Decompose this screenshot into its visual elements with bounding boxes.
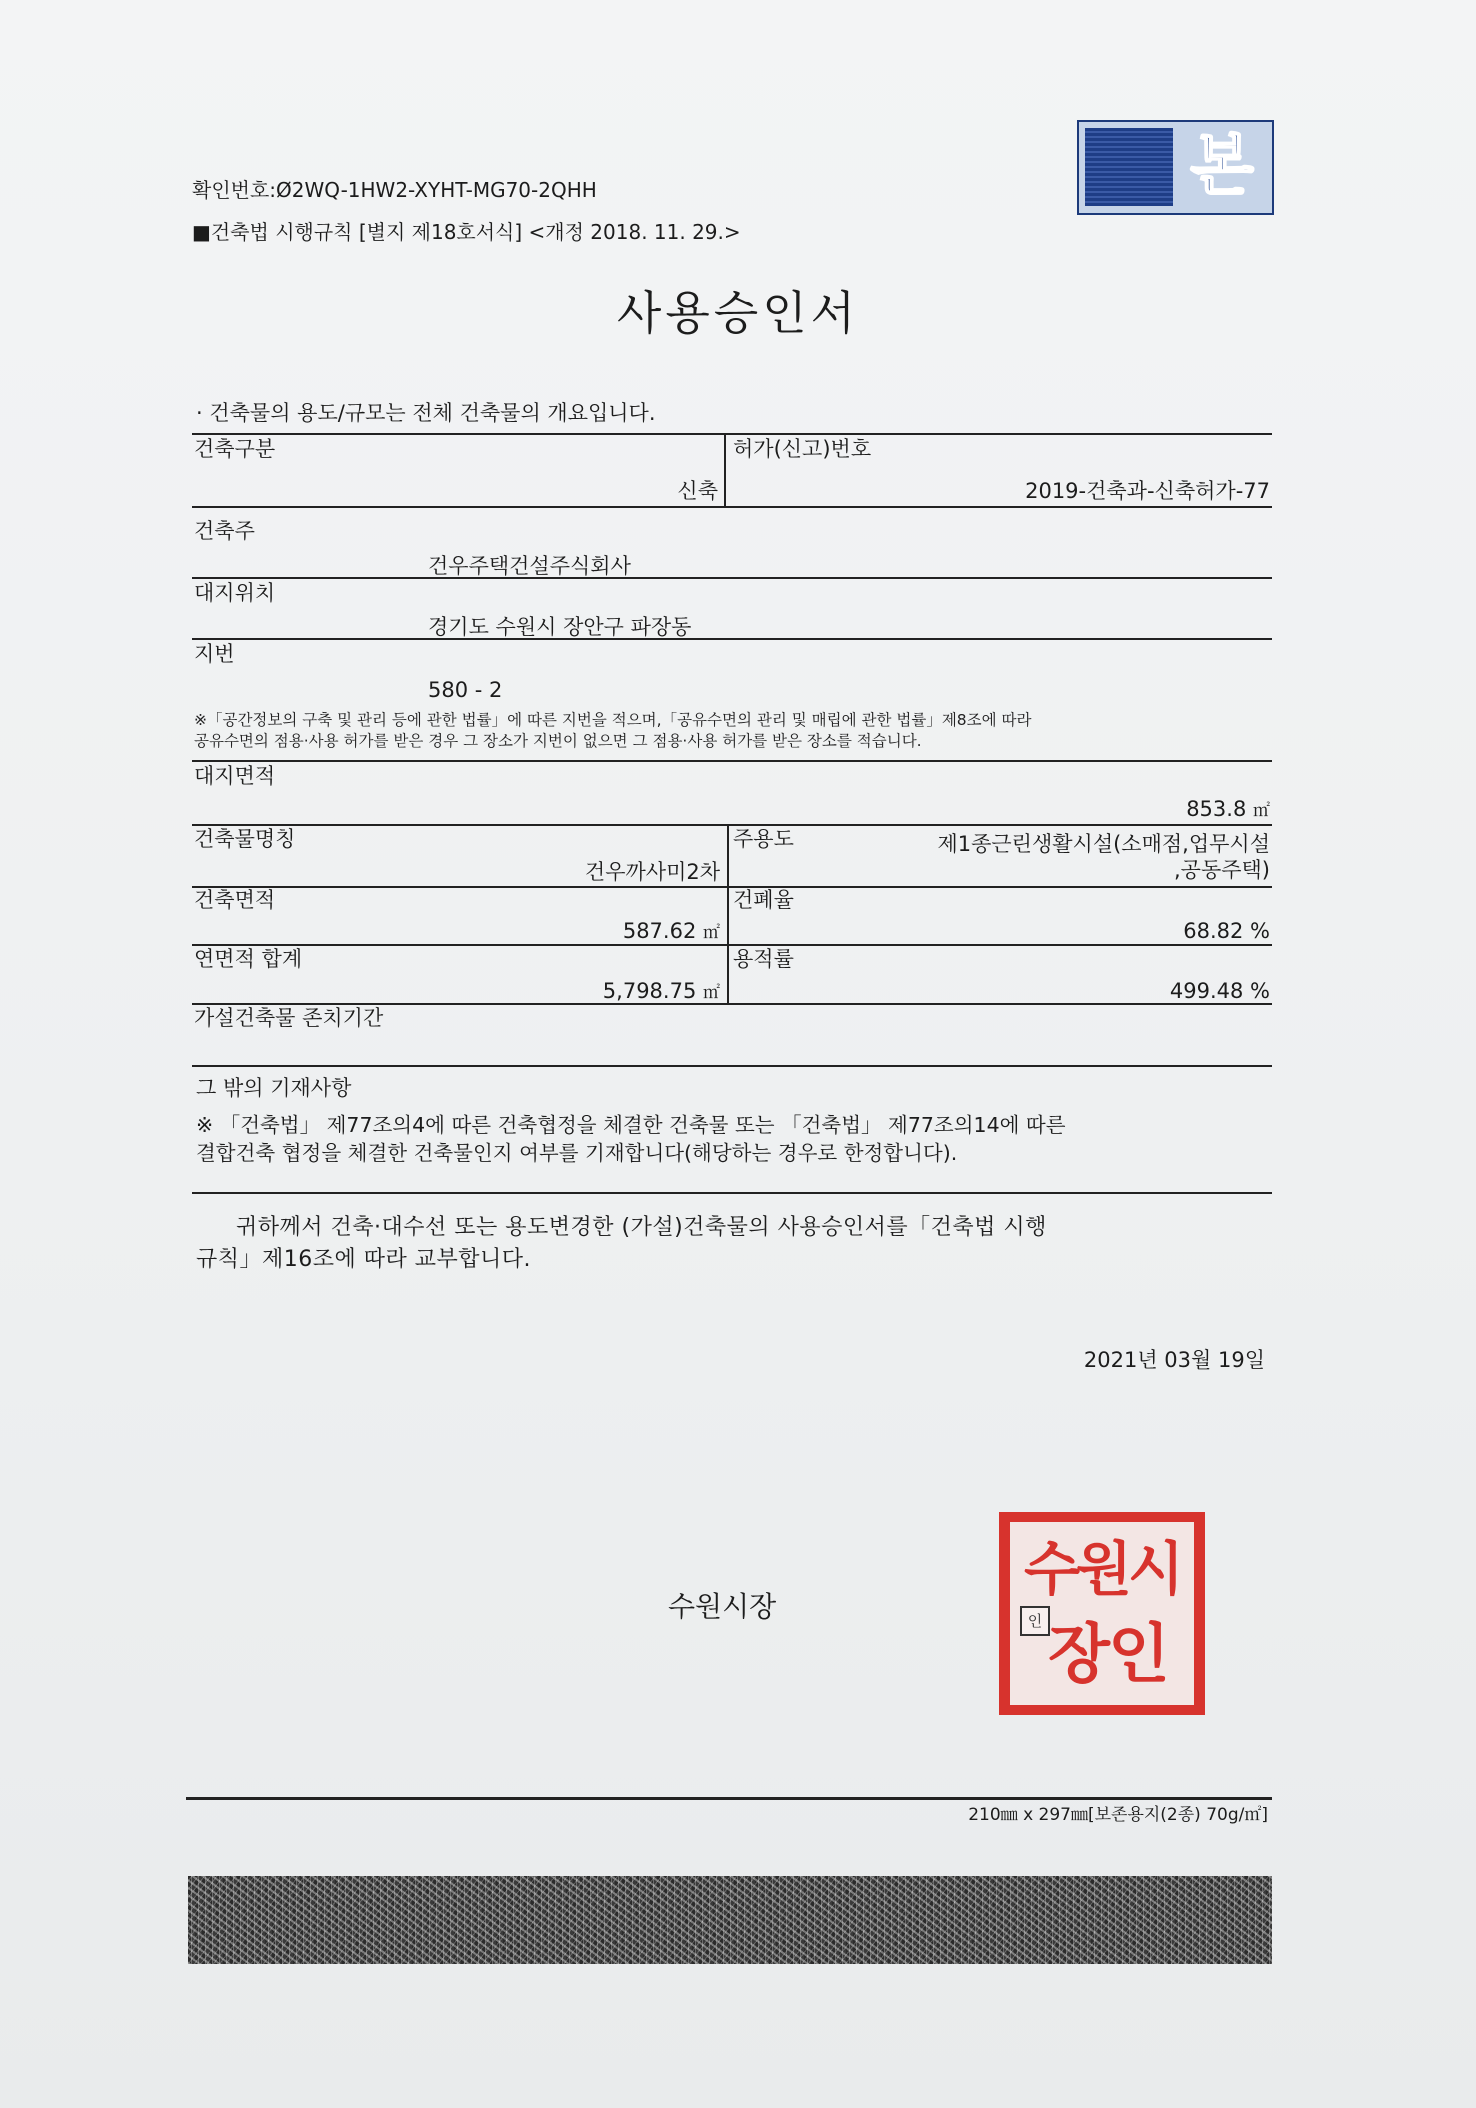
badge-pattern	[1085, 128, 1173, 206]
owner-label: 건축주	[194, 519, 255, 543]
floor-area-value: 5,798.75 ㎡	[602, 979, 720, 1003]
building-name-value: 건우까사미2차	[584, 860, 720, 884]
intro-note: · 건축물의 용도/규모는 전체 건축물의 개요입니다.	[196, 401, 656, 425]
footer-line	[186, 1797, 1272, 1800]
badge-text: 본	[1190, 127, 1254, 204]
lot-value: 580 - 2	[428, 678, 503, 702]
row-line	[192, 1065, 1272, 1067]
row-line	[192, 944, 1272, 946]
site-value: 경기도 수원시 장안구 파장동	[428, 615, 692, 639]
building-name-label: 건축물명칭	[194, 827, 296, 851]
divider-v-1	[724, 433, 726, 507]
temp-building-label: 가설건축물 존치기간	[194, 1006, 384, 1030]
coverage-label: 건폐율	[733, 888, 794, 912]
table-top-line	[192, 433, 1272, 435]
lot-label: 지번	[194, 642, 235, 666]
row-line	[192, 1192, 1272, 1194]
lot-note-2: 공유수면의 점용·사용 허가를 받은 경우 그 장소가 지번이 없으면 그 점용·사용 허가를 받은 장소를 적습니다.	[194, 732, 922, 750]
lot-note-1: ※「공간정보의 구축 및 관리 등에 관한 법률」에 따른 지번을 적으며,「공유수면의 관리 및 매립에 관한 법률」제8조에 따라	[194, 711, 1032, 729]
main-use-value-2: ,공동주택)	[1173, 858, 1270, 882]
building-area-value: 587.62 ㎡	[622, 919, 720, 943]
page-title: 사용승인서	[616, 286, 860, 340]
row-line	[192, 638, 1272, 640]
row-line	[192, 886, 1272, 888]
far-value: 499.48 %	[1169, 979, 1270, 1003]
row-line	[192, 506, 1272, 508]
other-note-1: ※ 「건축법」 제77조의4에 따른 건축협정을 체결한 건축물 또는 「건축법」 제77조의14에 따른	[196, 1113, 1066, 1137]
coverage-value: 68.82 %	[1183, 919, 1270, 943]
seal-top-text: 수원시	[1023, 1535, 1181, 1603]
land-area-label: 대지면적	[194, 764, 276, 788]
main-use-label: 주용도	[733, 827, 794, 851]
confirm-number: 확인번호:Ø2WQ-1HW2-XYHT-MG70-2QHH	[192, 178, 597, 202]
far-label: 용적률	[733, 947, 794, 971]
other-note-2: 결합건축 협정을 체결한 건축물인지 여부를 기재합니다(해당하는 경우로 한정합니다).	[196, 1141, 958, 1165]
divider-v-2	[727, 824, 729, 1004]
other-notes-label: 그 밖의 기재사항	[196, 1076, 352, 1100]
form-reference: ■건축법 시행규칙 [별지 제18호서식] <개정 2018. 11. 29.>	[192, 220, 741, 244]
row-line	[192, 760, 1272, 762]
build-type-label: 건축구분	[194, 437, 276, 461]
official-seal	[999, 1512, 1205, 1715]
floor-area-label: 연면적 합계	[194, 947, 303, 971]
land-area-value: 853.8 ㎡	[1186, 797, 1270, 821]
main-use-value-1: 제1종근린생활시설(소매점,업무시설	[937, 832, 1270, 856]
statement-line-2: 규칙」제16조에 따라 교부합니다.	[196, 1247, 531, 1272]
site-label: 대지위치	[194, 581, 276, 605]
permit-label: 허가(신고)번호	[733, 437, 872, 461]
seal-bottom-text: 장인	[1048, 1618, 1168, 1692]
permit-value: 2019-건축과-신축허가-77	[1025, 479, 1270, 503]
statement-line-1: 귀하께서 건축·대수선 또는 용도변경한 (가설)건축물의 사용승인서를「건축법 시행	[236, 1215, 1047, 1240]
seal-small-mark: 인	[1020, 1606, 1050, 1636]
build-type-value: 신축	[677, 479, 718, 503]
row-line	[192, 577, 1272, 579]
issuer-name: 수원시장	[668, 1590, 777, 1623]
paper-spec: 210㎜ x 297㎜[보존용지(2종) 70g/㎡]	[968, 1805, 1268, 1825]
owner-value: 건우주택건설주식회사	[428, 554, 631, 578]
security-pattern-strip	[188, 1876, 1272, 1964]
original-copy-badge	[1077, 120, 1274, 215]
row-line	[192, 824, 1272, 826]
issue-date: 2021년 03월 19일	[1083, 1348, 1265, 1372]
building-area-label: 건축면적	[194, 888, 276, 912]
